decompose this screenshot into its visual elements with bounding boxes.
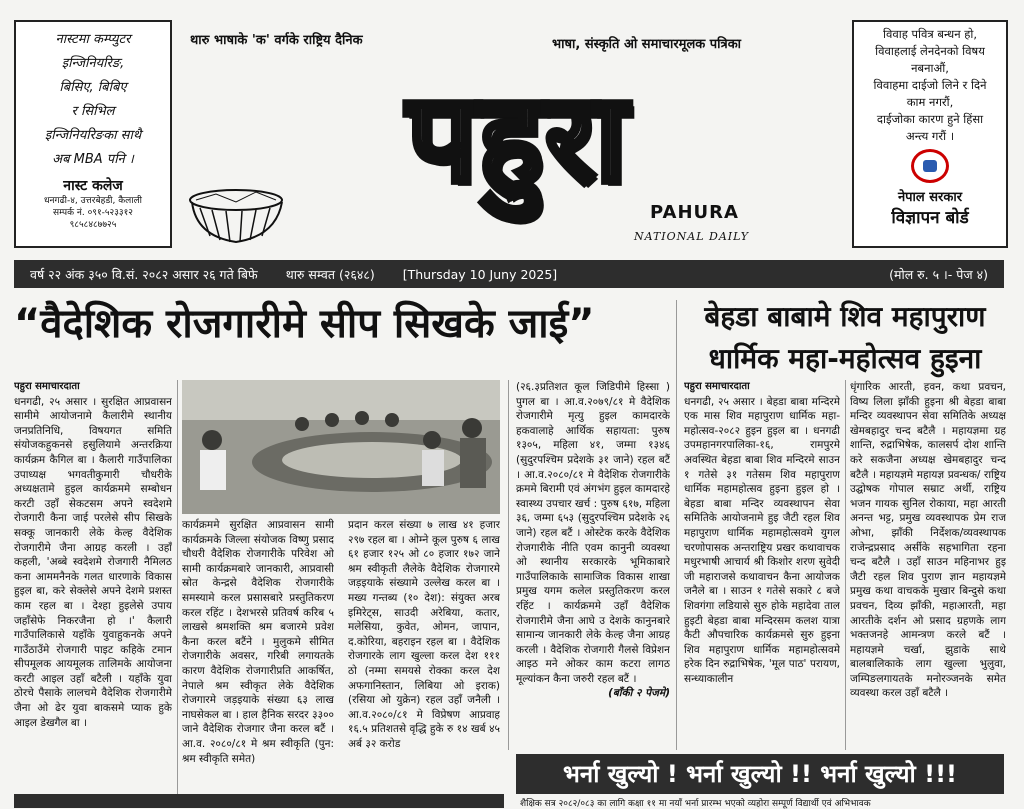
article-text: (२६.३प्रतिशत कूल जिडिपीमे हिस्सा ) पुगल बा । आ.व.२०७९/८१ मे वैदेशिक रोजगारीमे मृत्यु हुइल कामदारके हकवालाहे आर्थिक सहायता: पुरुष १३०५, महिला ४१, जम्मा १३४६ (सुदुरपश्चिम प्रदेशके ३१ जाने) रहल बटैं । आ.व.२०८०/८१ मे वैदेशिक रोजगारीके क्रममे बिरामी एवं अंगभंग हुइल कामदारहे स्वास्थ्य उपचार खर्च : पुरुष ६१७, महिला ३६, जम्मा ६५३ (सुदुरपश्चिम प्रदेशके २६ जाने) रहल बटैं । ओस्टेक करके वैदेशिक रोजगारीके नीति एवम कानुनी व्यवस्था ओ स्थानीय सरकारके भूमिकाबारे गाउँपालिकाके सामाजिक विकास शाखा प्रमुख यगम कलेल प्रस्तुतिकरण करल रहिंट । कार्यक्रममे उहाँ वैदेशिक रोजगारीमे जैना आघे उ देशके कानुनबारे सामान्य जानकारी लेके केल्ह जैना आग्रह करली । वैदेशिक रोजगारी गैलसे विप्रेशन आइठ मने ओकर काम कटरा लागठ मूल्यांकन कैना जरुरी रहल बटैं । bbox=[516, 381, 670, 685]
left-advertisement bbox=[14, 20, 172, 248]
article-text: धनगढी, २५ असार । बेहडा बाबा मन्दिरमे एक मास शिव महापुराण धार्मिक महा-महोत्सव-२०८२ हुइन हुइल बा । धनगढी उपमहानगरपालिका-१६, रामपुरमे अवस्थित बेहडा बाबा शिव मन्दिरमे साउन १ गतेसे ३१ गतेसम शिव महापुराण धार्मिक महामहोत्सव हुइना हुइल हो । बेहडा बाबा मन्दिर व्यवस्थापन सेवा समितिके आयोजनामे हुइ जैटी रहल शिव महापुराण धार्मिक महामहोत्सवमे युगल चरणोपासक अन्तराष्ट्रिय प्रखर कथावाचक मधुरभाषी आचार्य श्री किशोर शरण सुवेदी जी महाराजसे कथावाचन कैना आयोजक जनैले बा । साउन १ गतेसे सकारे ८ बजे शिवगंगा लडियासे सुरु होके महादेवा ताल हुइटी बेहडा बाबा मन्दिरसम कलश यात्रा कैटी औपचारिक कार्यक्रमसे सुरु हुइना शिव महापुराण धार्मिक महामहोत्सवमे हरेक दिन रुद्राभिषेक, 'मूल पाठ' परायण, सन्ध्याकालीन bbox=[684, 395, 840, 685]
ad-line: अन्त्य गरौं । bbox=[905, 129, 955, 143]
headline-right: बेहडा बाबामे शिव महापुराण धार्मिक महा-महोत्सव हुइना bbox=[704, 300, 986, 375]
issue-info: वर्ष २२ अंक ३५० वि.सं. २०८२ असार २६ गते बिफे bbox=[30, 266, 258, 282]
ad-line: र सिभिल bbox=[71, 104, 115, 119]
college-phone-2: ९८५८४८७७२५ bbox=[69, 220, 117, 230]
admission-banner: भर्ना खुल्यो ! भर्ना खुल्यो !! भर्ना खुल्यो !!! bbox=[516, 754, 1004, 794]
column-rule bbox=[676, 300, 677, 750]
masthead-title: पहुरा bbox=[407, 65, 629, 209]
article2-col2: धृंगारिक आरती, हवन, कथा प्रवचन, विष्य लिला झाँकी हुइना श्री बेहडा बाबा मन्दिर व्यवस्थापन सेवा समितिके अध्यक्ष खेमबहादुर चन्द बटैलै । महायज्ञमा ग्रह शान्ति, रुद्राभिषेक, कालसर्प दोश शान्ति करे सकजैना अध्यक्ष खेमबहादुर चन्द बटैलै । महायज्ञमे महायज्ञ प्रवन्धक/ राष्ट्रिय उद्घोषक गोपाल सम्राट अर्थी, राष्ट्रिय भजन गायक सुनिल रोकाया, महा आरती अनन्त भट्ट, प्रमुख व्यवस्थापक प्रेम राज ओभा, झाँकी निर्देशक/व्यवस्थापक राजेन्द्रप्रसाद अर्सीके सहभागिता रहना चन्द बटैलै । उहाँ साउन महिनाभर हुइ जैटी रहल शिव पुराण ज्ञान महायज्ञमे प्रमुख कथा वाचकके मुखार बिन्दुसे कथा प्रवचन, दिव्य झाँकी, महाआरती, महा आरतीके दर्शन ओ प्रसाद ग्रहणके लाग भक्तजनहे आमन्त्रण करले बटैं । महायज्ञमे चर्खा, झुडाके साथे बालबालिकाके लाग खुल्ला भुलुवा, जम्पिङलगायतके मनोरञ्जनके समेत व्यवस्था करल उहाँ बटैलै । bbox=[850, 381, 1006, 700]
college-address: धनगढी-४, उत्तरबेहडी, कैलाली bbox=[43, 196, 143, 206]
column-rule bbox=[177, 380, 178, 800]
ad-line: नबनाऔं, bbox=[911, 61, 949, 75]
bottom-banner bbox=[14, 794, 504, 808]
board-label: विज्ञापन बोर्ड bbox=[891, 208, 969, 228]
ad-line: विवाहमा दाईजो लिने र दिने bbox=[873, 78, 987, 92]
column-rule bbox=[845, 380, 846, 750]
college-phone: सम्पर्क नं. ०९१-५२३३१२ bbox=[53, 208, 133, 218]
meeting-photo bbox=[182, 380, 500, 514]
article1-col2: कार्यक्रममे सुरक्षित आप्रवासन सामी कार्यक्रमके जिल्ला संयोजक विष्णु प्रसाद चौधरी वैदेशिक रोजगारीके परिवेश ओ सामी कार्यक्रमबारे जानकारी, आप्रवासी स्रोत केन्द्रसे वैदेशिक रोजगारीके समस्यामे करल प्रसासबारे प्रस्तुतिकरण करल रहिंट । देशभरसे प्रतिवर्ष करिब ५ लाखसे श्रमशक्ति श्रम बजारमे प्रवेश कैना करल बटैंने । मुलुकमे सीमित रोजगारीके अवसर, गरिबी लगायतके कारण वैदेशिक रोजगारीप्रति आकर्षित, नेपाले श्रम स्वीकृत लेके वैदेशिक रोजगारमे जड़इयाके संख्या ६३ लाख नाघसेकल बा । हाल हैनिक सरदर ३३०० जाने वैदेशिक रोजगार जैना करल बटैं । आ.व. २०८०/८१ मे श्रम स्वीकृति (पुन: श्रम स्वीकृति समेत) bbox=[182, 519, 334, 765]
tharu-era: थारु सम्वत (२६४८) bbox=[285, 266, 375, 282]
tagline-right: भाषा, संस्कृति ओ समाचारमूलक पत्रिका bbox=[552, 37, 742, 52]
article2-col1 bbox=[684, 380, 840, 748]
ad-line: नास्टमा कम्प्युटर bbox=[55, 32, 131, 47]
price: (मोल रु. ५ ।- पेज ४) bbox=[889, 266, 988, 282]
college-name: नास्ट कलेज bbox=[63, 178, 123, 194]
ad-line: अब MBA पनि । bbox=[52, 152, 134, 167]
ad-line: बिसिए, बिबिए bbox=[59, 80, 127, 95]
issue-info-bar bbox=[14, 260, 1004, 288]
headline-left: “वैदेशिक रोजगारीमे सीप सिखके जाई” bbox=[14, 301, 595, 347]
right-advertisement bbox=[852, 20, 1008, 248]
gov-label: नेपाल सरकार bbox=[897, 190, 963, 205]
column-rule bbox=[508, 380, 509, 750]
english-subtitle: NATIONAL DAILY bbox=[634, 230, 750, 243]
drum-illustration bbox=[186, 186, 288, 246]
tagline-left: थारु भाषाके 'क' वर्गके राष्ट्रिय दैनिक bbox=[190, 33, 363, 48]
byline: पहुरा समाचारदाता bbox=[684, 381, 750, 392]
article1-col1 bbox=[14, 380, 172, 800]
article1-col4 bbox=[516, 380, 670, 740]
english-date: [Thursday 10 Juny 2025] bbox=[402, 266, 558, 282]
ad-line: इन्जिनियरिङका साथै bbox=[44, 128, 142, 143]
ad-line: विवाहलाई लेनदेनको विषय bbox=[875, 44, 985, 58]
article1-col3: प्रदान करल संख्या ७ लाख ४१ हजार २९७ रहल बा । ओम्ने कूल पुरुष ६ लाख ६१ हजार १२५ ओ ८० हजार १७२ जाने श्रम स्वीकृती लैलेके वैदेशिक रोजगारमे जड़इयाके संख्यामे उल्लेख करल बा । मख्य गन्तब्य (१० देश): संयुक्त अरब इमिरेट्स, साउदी अरेबिया, कतार, मलेसिया, कुवेत, ओमन, जापान, द.कोरिया, बहराइन रहल बा । वैदेशिक रोजगारके लाग खुल्ला करल देश १११ ठो (नम्मा समयसे रोक्का करल देश अफगानिस्तान, लिबिया ओ इराक) (रसिया ओ युक्रेन) रहल उहाँ जनैली । आ.व.२०८०/८१ मे विप्रेषण आप्रवाह १६.५ प्रतिशतसे वृद्धि हुके रु १४ खर्ब ४५ अर्ब ३२ करोड bbox=[348, 519, 500, 750]
nepal-emblem-icon bbox=[911, 149, 949, 183]
continued-note: (बाँकी २ पेजमे) bbox=[608, 687, 670, 700]
article-text: धनगढी, २५ असार । सुरक्षित आप्रवासन सामीमे आयोजनामे कैलारीमे स्थानीय जनप्रतिनिधि, विषयगत समिति संयोजकहुकनसे हसुलियामे अन्तरक्रिया कार्यक्रम कैगिल बा । कैलारी गाउँपालिका उपाध्यक्ष भगवतीकुमारी चौधरीके अध्यक्षतामे हुइल कार्यक्रममे सम्बोधन करटी उहाँ सेकटसम अपने स्वदेशमे रोजगारी कैना जाई परलेसे सीप सिखके सक्कू जानकारी लेके केल्ह वैदेशिक रोजगारीमे जैना आग्रह करली । उहाँ कहली, 'अब्बे स्वदेशमे रोजगारी नैमिलठ कना आममनैनके गलत धारणाके विकास हुइल बा, करे सेक्लेसे अपने देशमे प्रशस्त काम रहल बा । देश्हा हुइलेसे उपाय जहाँसेफे निकरजैना हो ।' कैलारी गाउँपालिकासे यहाँके युवाहुकनके अपने गाउँठाउँमे रोजगारी पाइट कहिके टमान सीपमूलक आयमूलक तालिमके आयोजना करटी आइल उहाँ बटैली । यहाँके युवा ठोरचे पैसाके लालचमे वैदेशिक रोजगारीमे जैना ओ ढेर युवा बाकसमे प्याक हुके आइल डेखगैल बा । bbox=[14, 395, 172, 729]
byline: पहुरा समाचारदाता bbox=[14, 381, 80, 392]
english-name: PAHURA bbox=[650, 202, 739, 223]
ad-line: विवाह पवित्र बन्धन हो, bbox=[882, 27, 978, 41]
ad-line: दाईजोका कारण हुने हिंसा bbox=[876, 112, 984, 126]
ad-line: इन्जिनियरिङ, bbox=[61, 56, 125, 71]
ad-line: काम नगरौं, bbox=[906, 95, 954, 109]
admission-subtext: शैक्षिक सत्र २०८२/०८३ का लागि कक्षा ११ मा नयाँ भर्ना प्रारम्भ भएको व्यहोरा सम्पूर्ण विद्यार्थी एवं अभिभावक bbox=[520, 799, 871, 809]
